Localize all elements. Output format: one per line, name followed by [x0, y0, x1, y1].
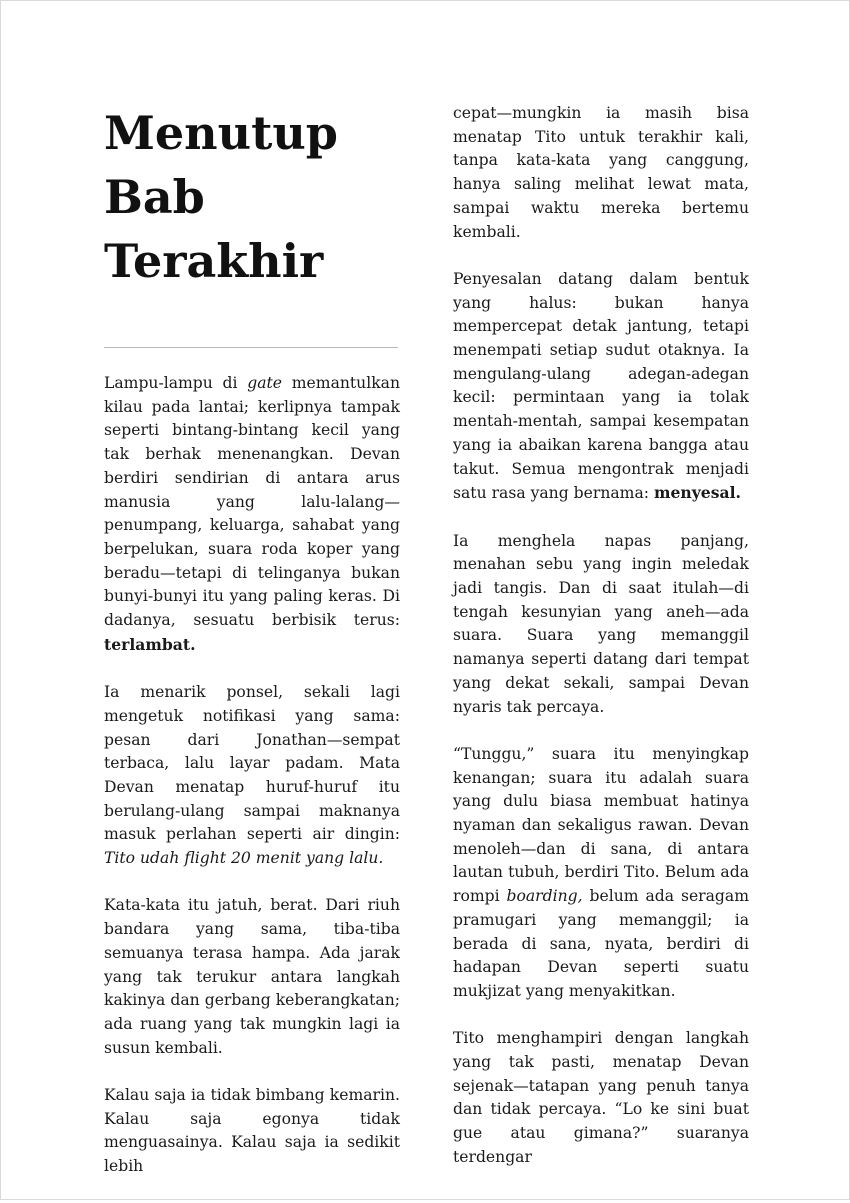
emphasis: boarding,: [506, 887, 583, 906]
paragraph: Lampu-lampu di gate memantulkan kilau pada lantai; kerlipnya tampak seperti bintang-bintang kecil yang tak berhak menenangkan. Devan berdiri sendirian di antara arus manusia yang lalu-lalang—penumpang, keluarga, sahabat yang berpelukan, suara roda koper yang beradu—tetapi di telinganya bukan bunyi-bunyi itu yang paling keras. Di dadanya, sesuatu berbisik terus: terlambat.: [104, 374, 401, 654]
right-column: [453, 102, 749, 1193]
left-column: [104, 372, 400, 1203]
paragraph: cepat—mungkin ia masih bisa menatap Tito untuk terakhir kali, tanpa kata-kata yang canggung, hanya saling melihat lewat mata, sampai waktu mereka bertemu kembali.: [453, 104, 749, 241]
strong-text: terlambat.: [104, 634, 196, 654]
title-line-3: Terakhir: [104, 234, 324, 288]
paragraph: Kata-kata itu jatuh, berat. Dari riuh bandara yang sama, tiba-tiba semuanya terasa hampa. Ada jarak yang tak terukur antara langkah kakinya dan gerbang keberangkatan; ada ruang yang tak mungkin lagi ia susun kembali.: [104, 896, 400, 1057]
emphasis: Tito udah flight 20 menit yang lalu.: [104, 849, 384, 868]
title-line-1: Menutup: [104, 106, 338, 160]
emphasis: gate: [247, 374, 283, 392]
title-line-2: Bab: [104, 170, 205, 224]
paragraph: Kalau saja ia tidak bimbang kemarin. Kalau saja egonya tidak menguasainya. Kalau saja ia sedikit lebih: [104, 1086, 400, 1176]
paragraph: Ia menarik ponsel, sekali lagi mengetuk notifikasi yang sama: pesan dari Jonathan—sempat terbaca, lalu layar padam. Mata Devan menatap huruf-huruf itu berulang-ulang sampai maknanya masuk perlahan seperti air dingin: Tito udah flight 20 menit yang lalu.: [104, 683, 400, 868]
paragraph: Ia menghela napas panjang, menahan sebu yang ingin meledak jadi tangis. Dan di saat itulah—di tengah kesunyian yang aneh—ada suara. Suara yang memanggil namanya seperti datang dari tempat yang dekat sekali, sampai Devan nyaris tak percaya.: [453, 531, 749, 716]
title-divider: [104, 347, 398, 348]
strong-text: menyesal.: [653, 483, 741, 503]
paragraph: Penyesalan datang dalam bentuk yang halus: bukan hanya mempercepat detak jantung, tetapi menempati setiap sudut otaknya. Ia mengulang-ulang adegan-adegan kecil: permintaan yang ia tolak mentah-mentah, sampai kesempatan yang ia abaikan karena bangga atau takut. Semua mengontrak menjadi satu rasa yang bernama: menyesal.: [453, 269, 749, 503]
paragraph: “Tunggu,” suara itu menyingkap kenangan; suara itu adalah suara yang dulu biasa membuat hatinya nyaman dan sekaligus rawan. Devan menoleh—dan di sana, di antara lautan tubuh, berdiri Tito. Belum ada rompi boarding, belum ada seragam pramugari yang memanggil; ia berada di sana, nyata, berdiri di hadapan Devan seperti suatu mukjizat yang menyakitkan.: [453, 744, 749, 1000]
paragraph: Tito menghampiri dengan langkah yang tak pasti, menatap Devan sejenak—tatapan yang penuh tanya dan tidak percaya. “Lo ke sini buat gue atau gimana?” suaranya terdengar: [453, 1029, 749, 1166]
page-title: [104, 101, 404, 293]
